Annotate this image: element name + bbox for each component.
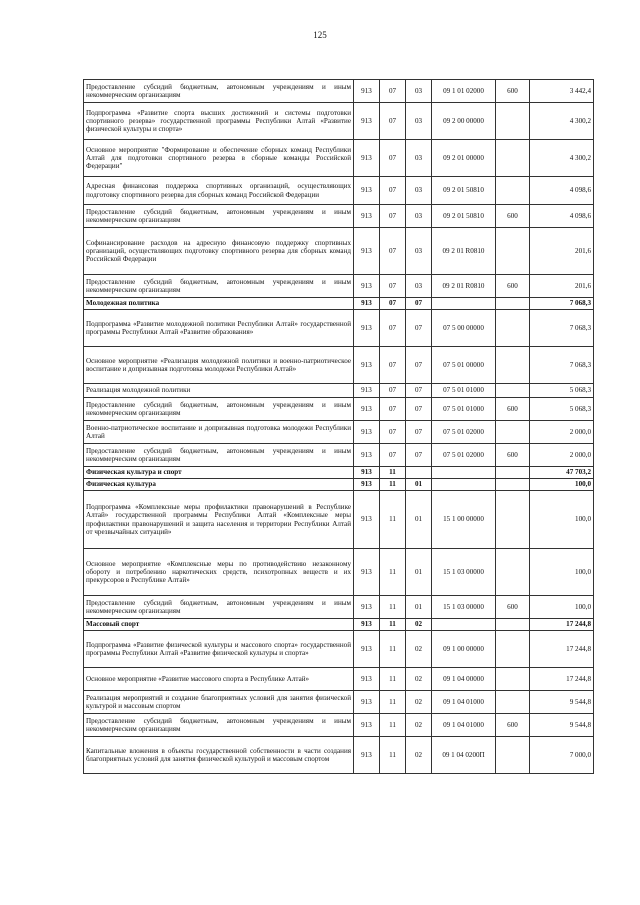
- cell-target-article: 09 1 04 00000: [432, 668, 496, 691]
- cell-amount: 47 703,2: [530, 467, 594, 479]
- cell-name: Подпрограмма «Развитие физической культуры и массового спорта» государственной программы Республики Алтай «Развитие физической культуры и спорта»: [84, 631, 354, 668]
- cell-subsection: 02: [406, 691, 432, 714]
- cell-section: 11: [380, 691, 406, 714]
- cell-section: 07: [380, 444, 406, 467]
- cell-expense-type: [496, 177, 530, 205]
- cell-section: 07: [380, 228, 406, 275]
- cell-amount: 7 068,3: [530, 310, 594, 347]
- table-row: [84, 596, 594, 619]
- cell-expense-type: [496, 298, 530, 310]
- cell-target-article: [432, 298, 496, 310]
- cell-expense-type: [496, 103, 530, 140]
- cell-admin-code: 913: [354, 631, 380, 668]
- cell-expense-type: [496, 691, 530, 714]
- cell-section: 07: [380, 347, 406, 384]
- cell-expense-type: [496, 631, 530, 668]
- cell-expense-type: 600: [496, 444, 530, 467]
- cell-name: Военно-патриотическое воспитание и допризывная подготовка молодежи Республики Алтай: [84, 421, 354, 444]
- cell-target-article: 07 5 01 02000: [432, 444, 496, 467]
- cell-subsection: 03: [406, 177, 432, 205]
- cell-section: 07: [380, 80, 406, 103]
- cell-target-article: 07 5 01 01000: [432, 398, 496, 421]
- cell-name: Адресная финансовая поддержка спортивных организаций, осуществляющих подготовку спортивного резерва для сборных команд Российской Федерации: [84, 177, 354, 205]
- cell-name: Предоставление субсидий бюджетным, автономным учреждениям и иным некоммерческим организациям: [84, 398, 354, 421]
- cell-expense-type: [496, 140, 530, 177]
- cell-admin-code: 913: [354, 347, 380, 384]
- cell-expense-type: [496, 479, 530, 491]
- cell-expense-type: 600: [496, 80, 530, 103]
- table-row: [84, 298, 594, 310]
- cell-admin-code: 913: [354, 80, 380, 103]
- cell-subsection: 02: [406, 714, 432, 737]
- cell-section: 07: [380, 398, 406, 421]
- cell-expense-type: [496, 668, 530, 691]
- cell-subsection: 03: [406, 228, 432, 275]
- cell-name: Предоставление субсидий бюджетным, автономным учреждениям и иным некоммерческим организациям: [84, 444, 354, 467]
- cell-subsection: 01: [406, 491, 432, 549]
- cell-name: Физическая культура и спорт: [84, 467, 354, 479]
- cell-target-article: 09 1 01 02000: [432, 80, 496, 103]
- cell-target-article: 09 1 04 01000: [432, 714, 496, 737]
- cell-subsection: 07: [406, 347, 432, 384]
- cell-section: 11: [380, 737, 406, 774]
- cell-admin-code: 913: [354, 298, 380, 310]
- cell-expense-type: [496, 310, 530, 347]
- table-row: [84, 619, 594, 631]
- cell-amount: 100,0: [530, 549, 594, 596]
- cell-target-article: 09 2 01 50810: [432, 205, 496, 228]
- cell-admin-code: 913: [354, 479, 380, 491]
- cell-target-article: 09 1 04 01000: [432, 691, 496, 714]
- cell-target-article: 07 5 01 00000: [432, 347, 496, 384]
- cell-admin-code: 913: [354, 228, 380, 275]
- cell-section: 07: [380, 298, 406, 310]
- table-row: [84, 384, 594, 398]
- cell-admin-code: 913: [354, 421, 380, 444]
- cell-expense-type: 600: [496, 596, 530, 619]
- cell-amount: 201,6: [530, 228, 594, 275]
- cell-admin-code: 913: [354, 140, 380, 177]
- cell-name: Предоставление субсидий бюджетным, автономным учреждениям и иным некоммерческим организациям: [84, 596, 354, 619]
- cell-target-article: 07 5 01 02000: [432, 421, 496, 444]
- page-number: 125: [313, 30, 327, 40]
- cell-subsection: 03: [406, 103, 432, 140]
- cell-name: Основное мероприятие «Развитие массового спорта в Республике Алтай»: [84, 668, 354, 691]
- cell-name: Основное мероприятие «Комплексные меры по противодействию незаконному обороту и потреблению наркотических средств, психотропных веществ и их прекурсоров в Республике Алтай»: [84, 549, 354, 596]
- cell-admin-code: 913: [354, 668, 380, 691]
- cell-subsection: 01: [406, 596, 432, 619]
- cell-amount: 17 244,8: [530, 619, 594, 631]
- cell-admin-code: 913: [354, 691, 380, 714]
- cell-expense-type: [496, 619, 530, 631]
- cell-expense-type: 600: [496, 714, 530, 737]
- cell-subsection: 02: [406, 668, 432, 691]
- table-row: [84, 103, 594, 140]
- cell-subsection: 03: [406, 80, 432, 103]
- table-row: [84, 691, 594, 714]
- cell-expense-type: [496, 467, 530, 479]
- cell-expense-type: [496, 491, 530, 549]
- cell-amount: 2 000,0: [530, 444, 594, 467]
- cell-amount: 9 544,8: [530, 714, 594, 737]
- cell-target-article: [432, 479, 496, 491]
- cell-admin-code: 913: [354, 177, 380, 205]
- cell-subsection: 07: [406, 298, 432, 310]
- cell-admin-code: 913: [354, 310, 380, 347]
- table-row: [84, 668, 594, 691]
- cell-section: 07: [380, 421, 406, 444]
- cell-section: 07: [380, 177, 406, 205]
- cell-name: Реализация молодежной политики: [84, 384, 354, 398]
- cell-amount: 4 098,6: [530, 177, 594, 205]
- table-row: [84, 347, 594, 384]
- cell-section: 11: [380, 467, 406, 479]
- cell-expense-type: [496, 737, 530, 774]
- cell-target-article: 09 2 01 50810: [432, 177, 496, 205]
- cell-target-article: 07 5 01 01000: [432, 384, 496, 398]
- cell-section: 07: [380, 275, 406, 298]
- cell-admin-code: 913: [354, 467, 380, 479]
- cell-amount: 2 000,0: [530, 421, 594, 444]
- cell-admin-code: 913: [354, 103, 380, 140]
- cell-subsection: 07: [406, 398, 432, 421]
- cell-name: Подпрограмма «Развитие молодежной политики Республики Алтай» государственной программы Республики Алтай «Развитие образования»: [84, 310, 354, 347]
- cell-name: Предоставление субсидий бюджетным, автономным учреждениям и иным некоммерческим организациям: [84, 714, 354, 737]
- table-row: [84, 631, 594, 668]
- cell-name: Основное мероприятие "Формирование и обеспечение сборных команд Республики Алтай для подготовки спортивного резерва в сборные команды Российской Федерации": [84, 140, 354, 177]
- cell-name: Предоставление субсидий бюджетным, автономным учреждениям и иным некоммерческим организациям: [84, 80, 354, 103]
- cell-amount: 4 098,6: [530, 205, 594, 228]
- cell-amount: 5 068,3: [530, 384, 594, 398]
- cell-section: 07: [380, 384, 406, 398]
- cell-section: 11: [380, 668, 406, 691]
- cell-expense-type: 600: [496, 205, 530, 228]
- cell-expense-type: [496, 347, 530, 384]
- cell-target-article: 15 1 03 00000: [432, 549, 496, 596]
- cell-subsection: 01: [406, 549, 432, 596]
- table-row: [84, 177, 594, 205]
- cell-expense-type: [496, 421, 530, 444]
- cell-amount: 7 068,3: [530, 347, 594, 384]
- table-row: [84, 228, 594, 275]
- cell-admin-code: 913: [354, 549, 380, 596]
- cell-subsection: 07: [406, 444, 432, 467]
- cell-section: 07: [380, 140, 406, 177]
- cell-amount: 201,6: [530, 275, 594, 298]
- cell-name: Физическая культура: [84, 479, 354, 491]
- cell-admin-code: 913: [354, 384, 380, 398]
- cell-subsection: 02: [406, 631, 432, 668]
- cell-target-article: 09 2 00 00000: [432, 103, 496, 140]
- cell-expense-type: [496, 549, 530, 596]
- cell-amount: 3 442,4: [530, 80, 594, 103]
- cell-name: Подпрограмма «Развитие спорта высших достижений и системы подготовки спортивного резерва» государственной программы Республики Алтай «Развитие физической культуры и спорта»: [84, 103, 354, 140]
- cell-admin-code: 913: [354, 398, 380, 421]
- cell-expense-type: [496, 228, 530, 275]
- cell-section: 11: [380, 631, 406, 668]
- table-row: [84, 421, 594, 444]
- table-row: [84, 479, 594, 491]
- cell-subsection: [406, 467, 432, 479]
- cell-section: 07: [380, 310, 406, 347]
- cell-target-article: 09 2 01 R0810: [432, 228, 496, 275]
- cell-section: 11: [380, 596, 406, 619]
- cell-admin-code: 913: [354, 737, 380, 774]
- cell-subsection: 02: [406, 619, 432, 631]
- cell-target-article: 07 5 00 00000: [432, 310, 496, 347]
- cell-subsection: 03: [406, 275, 432, 298]
- cell-section: 11: [380, 714, 406, 737]
- cell-section: 11: [380, 491, 406, 549]
- cell-section: 11: [380, 619, 406, 631]
- table-row: [84, 398, 594, 421]
- cell-name: Основное мероприятие «Реализация молодежной политики и военно-патриотическое воспитание и допризывная подготовка молодежи Республики Алтай»: [84, 347, 354, 384]
- cell-target-article: [432, 467, 496, 479]
- cell-amount: 17 244,8: [530, 631, 594, 668]
- table-row: [84, 275, 594, 298]
- cell-subsection: 01: [406, 479, 432, 491]
- cell-name: Массовый спорт: [84, 619, 354, 631]
- cell-amount: 100,0: [530, 491, 594, 549]
- table-row: [84, 80, 594, 103]
- cell-target-article: 09 1 00 00000: [432, 631, 496, 668]
- cell-amount: 4 300,2: [530, 140, 594, 177]
- cell-name: Предоставление субсидий бюджетным, автономным учреждениям и иным некоммерческим организациям: [84, 275, 354, 298]
- cell-name: Подпрограмма «Комплексные меры профилактики правонарушений в Республике Алтай» государственной программы Республики Алтай «Комплексные меры профилактики правонарушений и защита населения и территории Республики Алтай от чрезвычайных ситуаций»: [84, 491, 354, 549]
- cell-name: Реализация мероприятий и создание благоприятных условий для занятия физической культурой и массовым спортом: [84, 691, 354, 714]
- cell-amount: 17 244,8: [530, 668, 594, 691]
- cell-admin-code: 913: [354, 714, 380, 737]
- table-row: [84, 205, 594, 228]
- cell-section: 11: [380, 479, 406, 491]
- cell-expense-type: 600: [496, 398, 530, 421]
- cell-name: Софинансирование расходов на адресную финансовую поддержку спортивных организаций, осуществляющих подготовку спортивного резерва для сборных команд Российской Федерации: [84, 228, 354, 275]
- cell-amount: 7 000,0: [530, 737, 594, 774]
- cell-admin-code: 913: [354, 619, 380, 631]
- cell-subsection: 03: [406, 140, 432, 177]
- cell-target-article: 09 2 01 R0810: [432, 275, 496, 298]
- cell-amount: 9 544,8: [530, 691, 594, 714]
- cell-admin-code: 913: [354, 596, 380, 619]
- cell-admin-code: 913: [354, 444, 380, 467]
- cell-section: 11: [380, 549, 406, 596]
- table-row: [84, 737, 594, 774]
- cell-admin-code: 913: [354, 491, 380, 549]
- table-row: [84, 549, 594, 596]
- cell-name: Капитальные вложения в объекты государственной собственности в части создания благоприятных условий для занятия физической культурой и массовым спортом: [84, 737, 354, 774]
- cell-target-article: 09 1 04 0200П: [432, 737, 496, 774]
- cell-subsection: 07: [406, 384, 432, 398]
- cell-target-article: [432, 619, 496, 631]
- table-row: [84, 444, 594, 467]
- budget-table: [83, 79, 594, 774]
- cell-subsection: 03: [406, 205, 432, 228]
- budget-table-body: [84, 80, 594, 774]
- cell-subsection: 02: [406, 737, 432, 774]
- cell-expense-type: [496, 384, 530, 398]
- cell-subsection: 07: [406, 310, 432, 347]
- cell-target-article: 09 2 01 00000: [432, 140, 496, 177]
- cell-admin-code: 913: [354, 275, 380, 298]
- cell-amount: 100,0: [530, 596, 594, 619]
- table-row: [84, 714, 594, 737]
- table-row: [84, 491, 594, 549]
- cell-admin-code: 913: [354, 205, 380, 228]
- cell-name: Молодежная политика: [84, 298, 354, 310]
- cell-section: 07: [380, 205, 406, 228]
- cell-amount: 7 068,3: [530, 298, 594, 310]
- cell-amount: 4 300,2: [530, 103, 594, 140]
- cell-expense-type: 600: [496, 275, 530, 298]
- cell-amount: 5 068,3: [530, 398, 594, 421]
- cell-target-article: 15 1 00 00000: [432, 491, 496, 549]
- cell-amount: 100,0: [530, 479, 594, 491]
- cell-subsection: 07: [406, 421, 432, 444]
- cell-target-article: 15 1 03 00000: [432, 596, 496, 619]
- table-row: [84, 140, 594, 177]
- table-row: [84, 310, 594, 347]
- cell-name: Предоставление субсидий бюджетным, автономным учреждениям и иным некоммерческим организациям: [84, 205, 354, 228]
- cell-section: 07: [380, 103, 406, 140]
- table-row: [84, 467, 594, 479]
